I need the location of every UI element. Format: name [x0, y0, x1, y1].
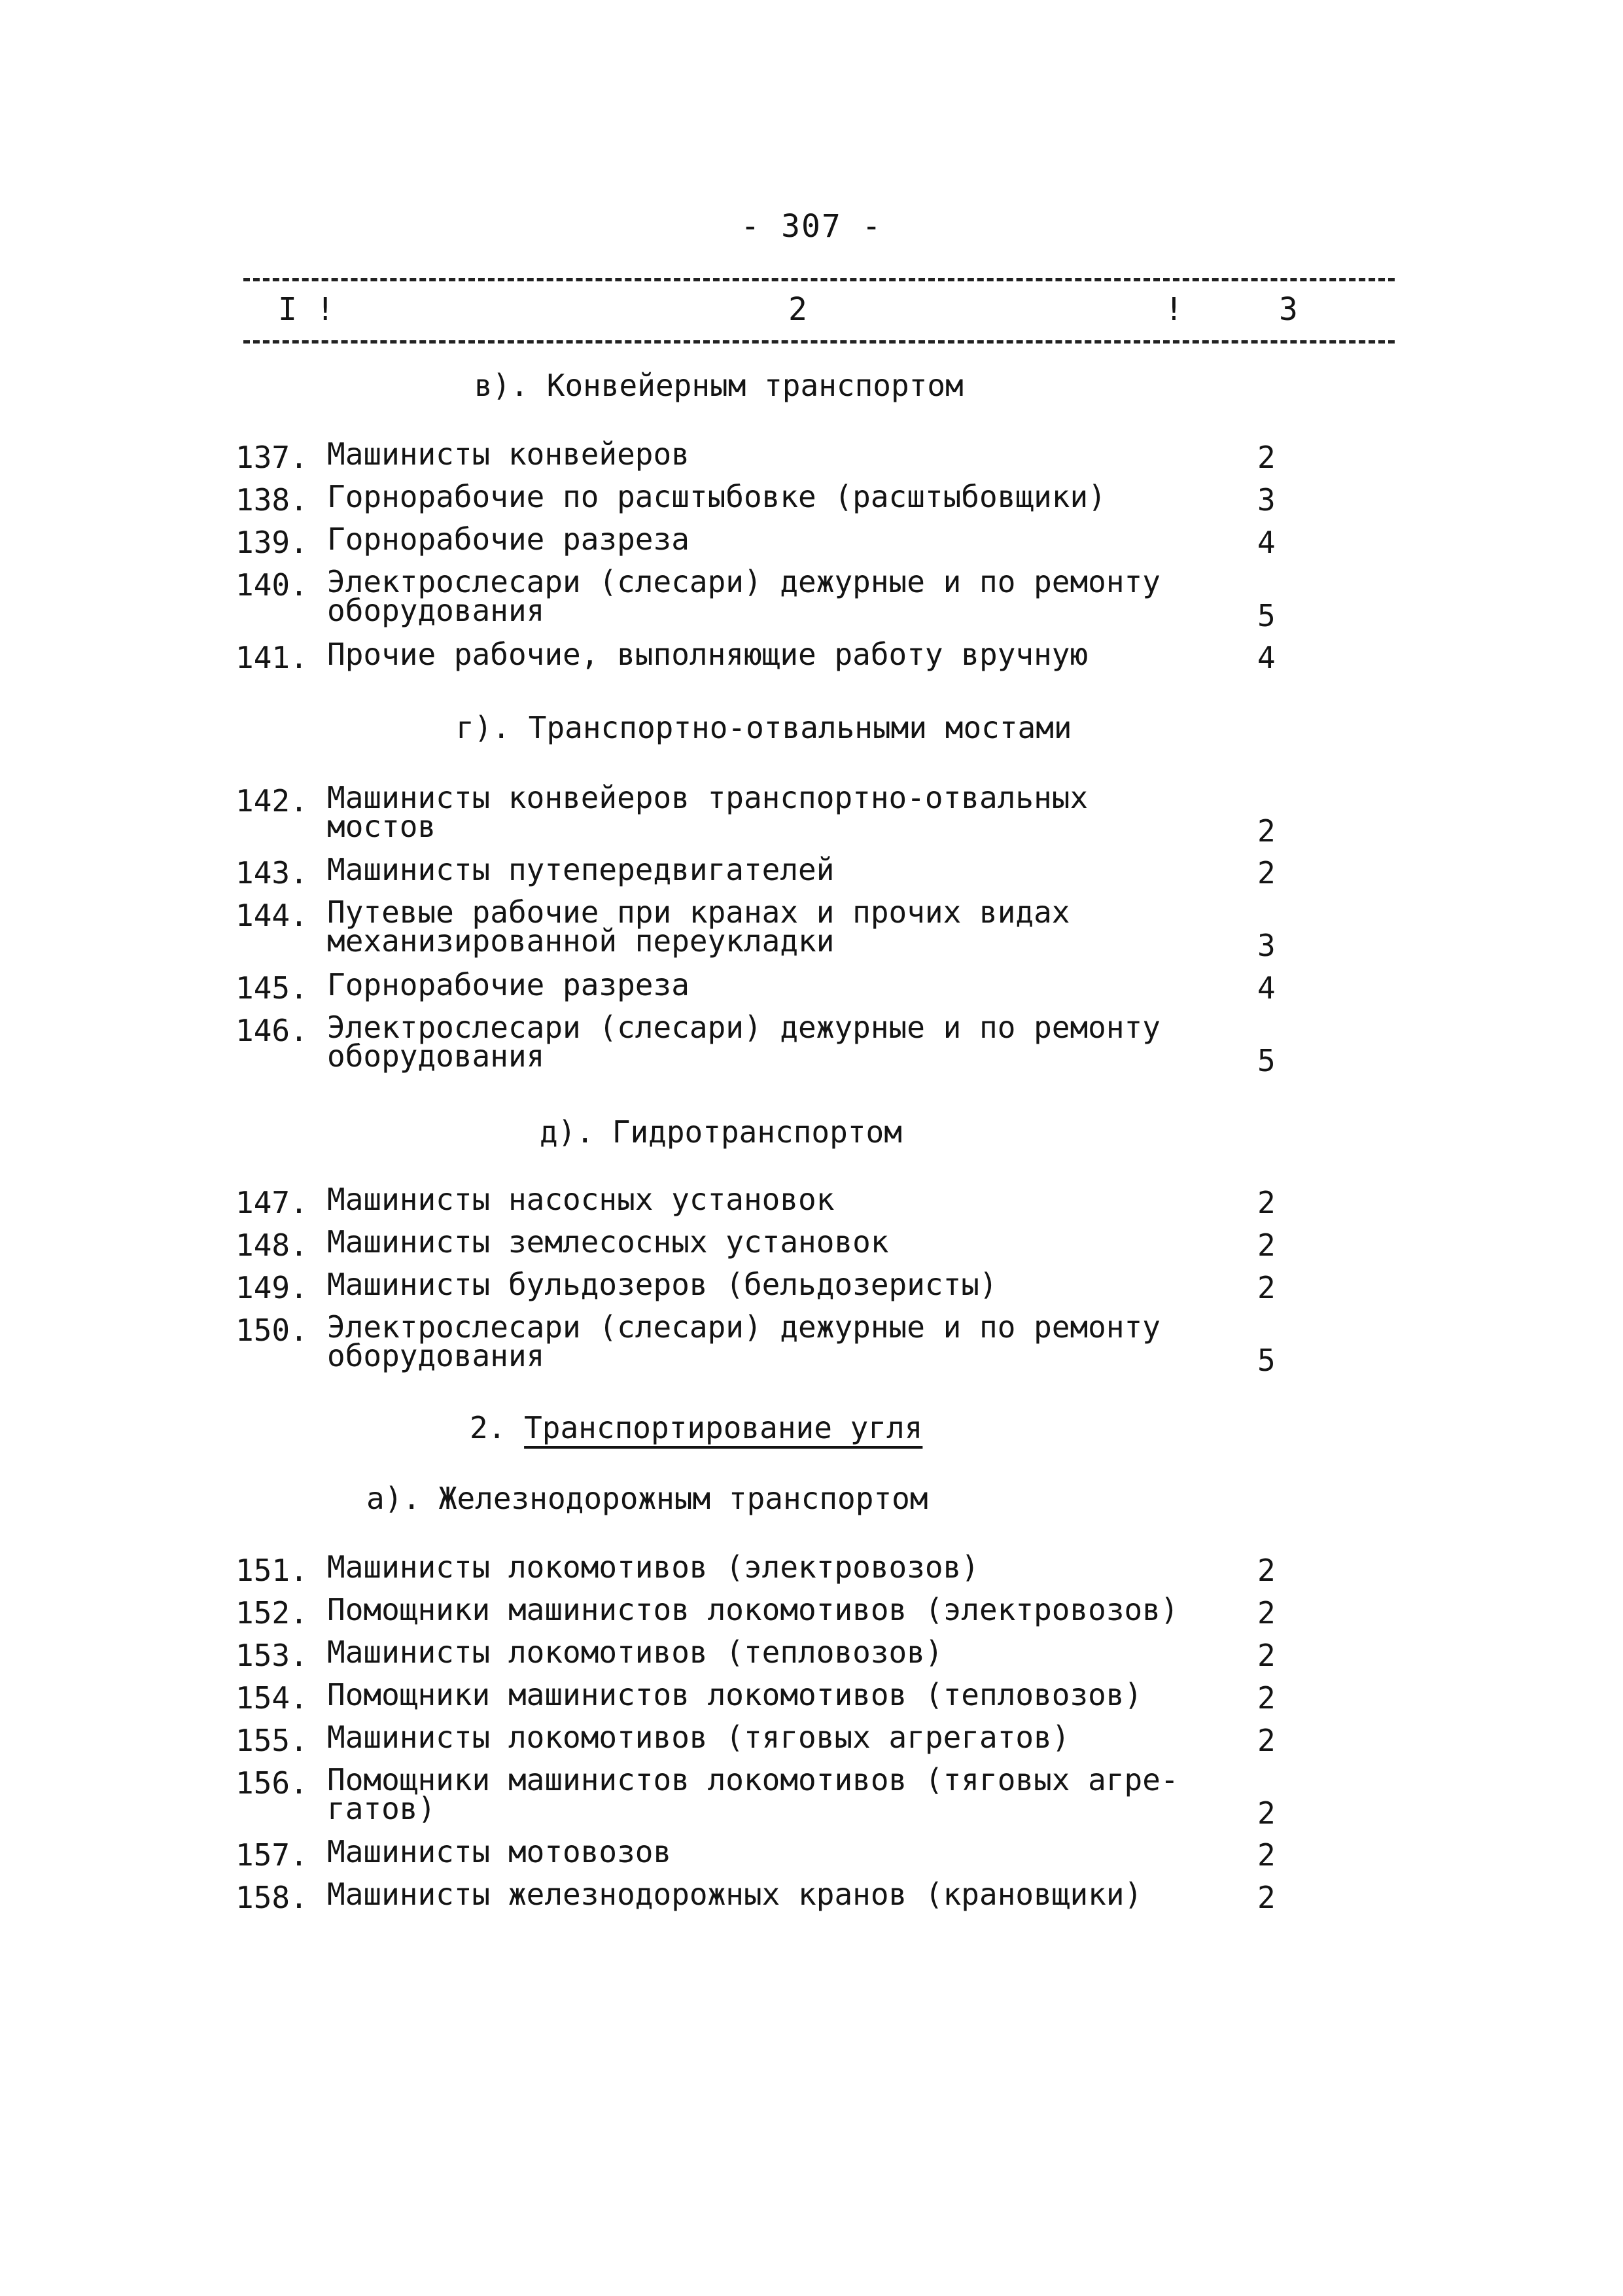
- row-number: 143.: [236, 855, 308, 891]
- row-category-value: 4: [1257, 525, 1276, 560]
- row-category-value: 2: [1257, 1723, 1276, 1758]
- row-category-value: 2: [1257, 1553, 1276, 1588]
- row-category-value: 2: [1257, 1638, 1276, 1673]
- row-number: 154.: [236, 1680, 308, 1716]
- row-number: 137.: [236, 440, 308, 475]
- section-heading-text: Транспортирование угля: [524, 1410, 923, 1445]
- header-col-2: 2: [788, 291, 807, 328]
- row-description: Машинисты локомотивов (электровозов): [327, 1549, 979, 1585]
- page-number: - 307 -: [741, 208, 882, 245]
- row-category-value: 2: [1257, 1270, 1276, 1305]
- row-description: Машинисты землесосных установок: [327, 1224, 889, 1260]
- row-description: Машинисты локомотивов (тепловозов): [327, 1634, 943, 1670]
- row-description: Помощники машинистов локомотивов (тяговых агре- гатов): [327, 1762, 1179, 1826]
- row-description: Путевые рабочие при кранах и прочих видах механизированной переукладки: [327, 894, 1070, 959]
- row-number: 142.: [236, 783, 308, 819]
- row-number: 155.: [236, 1723, 308, 1758]
- header-top-rule: [243, 278, 1395, 281]
- header-bottom-rule: [243, 340, 1395, 344]
- row-number: 153.: [236, 1638, 308, 1673]
- row-number: 145.: [236, 970, 308, 1006]
- row-category-value: 5: [1257, 1043, 1276, 1078]
- row-category-value: 2: [1257, 1595, 1276, 1631]
- section-heading-number: 2.: [470, 1410, 506, 1445]
- row-number: 144.: [236, 898, 308, 933]
- section-title-transport-dump-bridges: г). Транспортно-отвальными мостами: [456, 710, 1072, 745]
- row-category-value: 2: [1257, 440, 1276, 475]
- row-number: 157.: [236, 1837, 308, 1873]
- row-description: Машинисты локомотивов (тяговых агрегатов): [327, 1720, 1070, 1755]
- row-number: 151.: [236, 1553, 308, 1588]
- row-category-value: 3: [1257, 928, 1276, 963]
- row-description: Горнорабочие разреза: [327, 967, 689, 1002]
- section-title-railway: а). Железнодорожным транспортом: [366, 1481, 928, 1516]
- row-category-value: 5: [1257, 598, 1276, 633]
- row-description: Машинисты конвейеров транспортно-отвальных мостов: [327, 780, 1089, 844]
- row-description: Электрослесари (слесари) дежурные и по ремонту оборудования: [327, 1309, 1161, 1373]
- row-description: Горнорабочие по расштыбовке (расштыбовщики): [327, 479, 1106, 514]
- row-number: 140.: [236, 567, 308, 603]
- row-description: Горнорабочие разреза: [327, 521, 689, 557]
- row-number: 138.: [236, 482, 308, 518]
- row-number: 152.: [236, 1595, 308, 1631]
- row-number: 146.: [236, 1013, 308, 1048]
- row-description: Прочие рабочие, выполняющие работу вручную: [327, 637, 1089, 672]
- header-col-1: I !: [278, 291, 335, 328]
- row-number: 156.: [236, 1765, 308, 1801]
- row-description: Машинисты железнодорожных кранов (крановщики): [327, 1877, 1143, 1912]
- row-description: Машинисты мотовозов: [327, 1834, 672, 1869]
- row-number: 158.: [236, 1880, 308, 1915]
- row-category-value: 2: [1257, 1880, 1276, 1915]
- header-col-3: 3: [1279, 291, 1298, 328]
- header-col-3-separator: !: [1164, 291, 1183, 328]
- row-number: 149.: [236, 1270, 308, 1305]
- section-heading-coal-transportation: [470, 1410, 922, 1445]
- section-title-conveyor: в). Конвейерным транспортом: [474, 368, 964, 403]
- row-category-value: 4: [1257, 970, 1276, 1006]
- section-title-hydrotransport: д). Гидротранспортом: [540, 1114, 902, 1150]
- row-number: 141.: [236, 640, 308, 675]
- row-number: 150.: [236, 1313, 308, 1348]
- row-category-value: 2: [1257, 813, 1276, 849]
- row-category-value: 2: [1257, 1680, 1276, 1716]
- row-category-value: 2: [1257, 1837, 1276, 1873]
- row-number: 148.: [236, 1227, 308, 1263]
- row-description: Машинисты конвейеров: [327, 436, 689, 472]
- row-description: Электрослесари (слесари) дежурные и по ремонту оборудования: [327, 564, 1161, 628]
- row-category-value: 2: [1257, 855, 1276, 891]
- row-description: Машинисты бульдозеров (бельдозеристы): [327, 1267, 998, 1302]
- row-category-value: 2: [1257, 1795, 1276, 1831]
- row-number: 139.: [236, 525, 308, 560]
- row-description: Помощники машинистов локомотивов (тепловозов): [327, 1677, 1143, 1712]
- row-description: Электрослесари (слесари) дежурные и по ремонту оборудования: [327, 1010, 1161, 1074]
- row-category-value: 4: [1257, 640, 1276, 675]
- row-description: Машинисты путепередвигателей: [327, 852, 835, 887]
- row-number: 147.: [236, 1185, 308, 1220]
- row-category-value: 5: [1257, 1343, 1276, 1378]
- row-description: Помощники машинистов локомотивов (электровозов): [327, 1592, 1179, 1627]
- row-description: Машинисты насосных установок: [327, 1182, 835, 1217]
- row-category-value: 3: [1257, 482, 1276, 518]
- row-category-value: 2: [1257, 1227, 1276, 1263]
- row-category-value: 2: [1257, 1185, 1276, 1220]
